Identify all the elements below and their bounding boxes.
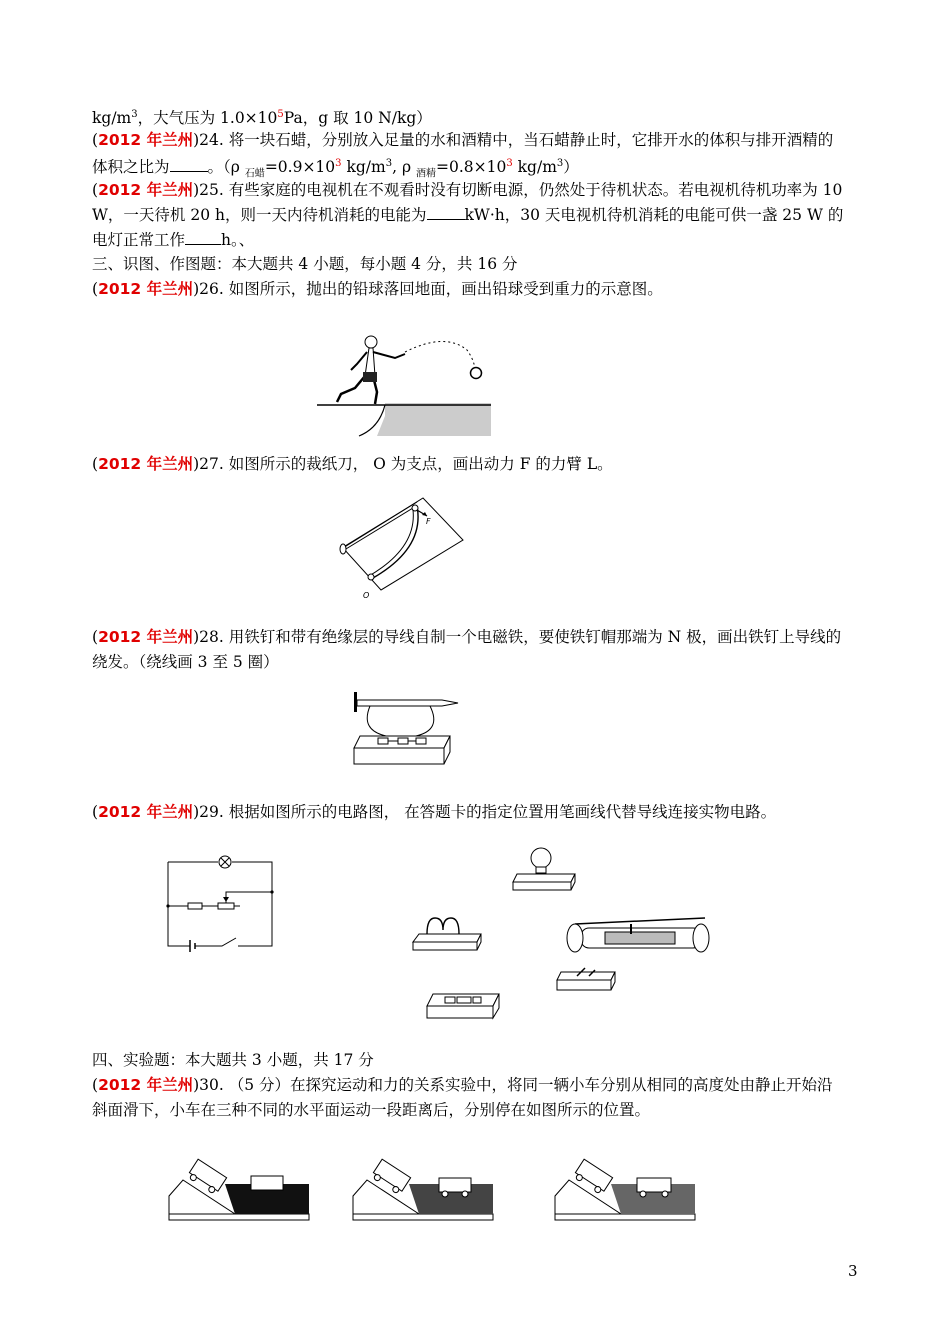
ramp-figures [165,1150,700,1225]
source-tag: 2012 年兰州 [98,181,194,199]
source-tag: 2012 年兰州 [98,455,194,473]
text-line-continuation: $kg/m^3$，大气压为 $1.0\times 10^5Pa$，g 取 10 N/kg） [92,109,432,128]
coil-component [413,918,481,950]
source-tag: 2012 年兰州 [98,803,194,821]
physical-components [405,842,725,1024]
bulb-component [513,848,575,890]
switch-symbol [195,938,236,946]
source-tag: 2012 年兰州 [98,131,194,149]
source-tag: 2012 年兰州 [98,280,194,298]
rheostat-symbol [218,903,234,909]
question-27: (2012 年兰州)27. 如图所示的裁纸刀， O 为支点，画出动力 F 的力臂 L。 [92,455,613,473]
question-25: (2012 年兰州)25. 有些家庭的电视机在不观看时没有切断电源，仍然处于待机状态。若电视机待机功率为 10 [92,181,843,199]
force-label: F [426,517,431,526]
question-28: (2012 年兰州)28. 用铁钉和带有绝缘层的导线自制一个电磁铁，要使铁钉帽那端为 N 极，画出铁钉上导线的 [92,628,842,646]
question-28-line2: 绕发。（绕线画 3 至 5 圈） [92,653,279,671]
rheostat-component [567,918,709,952]
question-26: (2012 年兰州)26. 如图所示，抛出的铅球落回地面，画出铅球受到重力的示意图。 [92,280,663,298]
answer-blank[interactable] [185,228,221,245]
section-3-heading: 三、识图、作图题：本大题共 4 小题，每小题 4 分，共 16 分 [92,255,518,273]
ramp-3 [555,1159,695,1220]
answer-blank[interactable] [170,155,208,172]
page-number: 3 [848,1262,858,1280]
question-25-line2: W，一天待机 20 h，则一天内待机消耗的电能为 kW·h，30 天电视机待机消耗的电能可供一盏 25 W 的 [92,203,862,227]
ramp-1 [169,1159,309,1220]
battery-component [427,994,499,1018]
shot-ball [471,368,482,379]
section-4-heading: 四、实验题：本大题共 3 小题，共 17 分 [92,1051,374,1069]
circuit-diagram [160,852,280,952]
ramp-2 [353,1159,493,1220]
paper-cutter-figure [335,488,470,603]
question-30: (2012 年兰州)30. （5 分）在探究运动和力的关系实验中，将同一辆小车分别从相同的高度处由静止开始沿 [92,1076,833,1094]
question-30-line2: 斜面滑下，小车在三种不同的水平面运动一段距离后，分别停在如图所示的位置。 [92,1101,651,1119]
source-tag: 2012 年兰州 [98,1076,194,1094]
nail-electromagnet-figure [350,690,462,768]
question-29: (2012 年兰州)29. 根据如图所示的电路图， 在答题卡的指定位置用笔画线代替导线连接实物电路。 [92,803,777,821]
shot-put-figure [315,328,495,438]
battery-symbol [190,940,195,952]
question-25-line3: 电灯正常工作 h。、 [92,228,862,252]
answer-blank[interactable] [427,203,465,220]
switch-component [557,968,615,990]
question-24-line2: 体积之比为 。（ρ $_{石蜡}=0.9\times 10^3$ $kg/m^3$, ρ $_{酒精}=0.8\times 10^3$ $kg/m^3$） [92,152,862,186]
question-24: (2012 年兰州)24. 将一块石蜡，分别放入足量的水和酒精中，当石蜡静止时，它排开水的体积与排开酒精的 [92,131,834,149]
pivot-label: O [363,591,370,600]
source-tag: 2012 年兰州 [98,628,194,646]
